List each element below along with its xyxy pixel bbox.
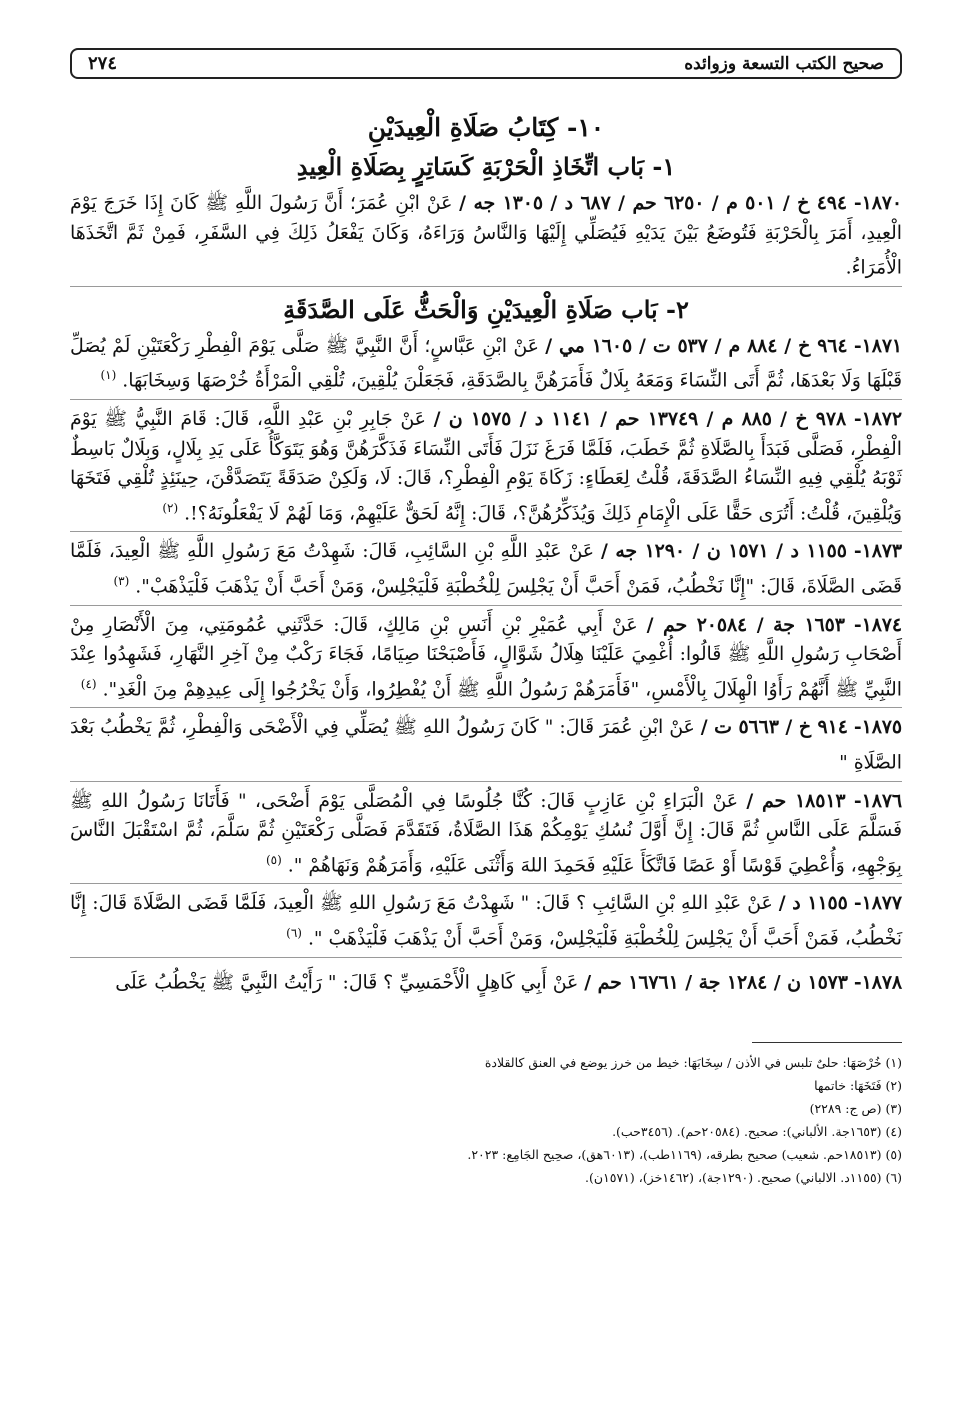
chapters — [70, 152, 902, 1000]
footnote-ref: (٦) — [286, 925, 302, 940]
hadith-sources: ٤٩٤ خ / ٥٠١ م / ٦٢٥٠ حم / ٦٨٧ د / ١٣٠٥ جه / — [459, 192, 847, 214]
hadith-entry — [70, 963, 902, 1001]
book-title: صحيح الكتب التسعة وزوائده — [684, 53, 884, 74]
footnote-ref: (٥) — [265, 852, 282, 867]
running-header — [70, 48, 902, 79]
hadith-text: عَنْ الْبَرَاءِ بْنِ عَازِبٍ قَالَ: كُنَّا جُلُوسًا فِي الْمُصَلَّى يَوْمَ أَضْحَى، " فَأَتَانَا رَسُولُ اللهِ ﷺ فَسَلَّمَ عَلَى النَّاسِ ثُمَّ قَالَ: إِنَّ أَوَّلَ نُسُكِ يَوْمِكُمْ هَذَا الصَّلَاةُ، فَتَقَدَّمَ فَصَلَّى رَكْعَتَيْنِ ثُمَّ سَلَّمَ، ثُمَّ اسْتَقْبَلَ النَّاسَ بِوَجْهِهِ، وَأُعْطِيَ قَوْسًا أَوْ عَصًا فَاتَّكَأَ عَلَيْهِ فَحَمِدَ اللهَ وَأَثْنَى عَلَيْهِ، وَأَمَرَهُمْ وَنَهَاهُمْ ". — [70, 790, 902, 876]
hadith-sources: ٩٦٤ خ / ٨٨٤ م / ٥٣٧ ت / ١٦٠٥ مي / — [545, 334, 848, 357]
hadith-number: ١٨٧٦- — [853, 789, 902, 812]
hadith-entry — [70, 537, 902, 605]
hadith-text: عَنْ ابْنِ عُمَرَ قَالَ: " كَانَ رَسُولُ اللهِ ﷺ يُصَلِّي فِي الْأَضْحَى وَالْفِطْرِ، ثُمَّ يَخْطُبُ بَعْدَ الصَّلَاةِ " — [70, 717, 902, 774]
footnotes — [70, 1051, 902, 1189]
kitab-title: ١٠- كِتَابُ صَلَاةِ الْعِيدَيْنِ — [367, 113, 605, 142]
hadith-sources: ١٥٧٣ ن / ١٢٨٤ جة / ١٦٧٦١ حم / — [584, 970, 848, 993]
footnote-separator — [752, 1042, 902, 1043]
hadith-text: عَنْ عَبْدِ اللَّهِ بْنِ السَّائِبِ، قَالَ: شَهِدْتُ مَعَ رَسُولِ اللَّهِ ﷺ الْعِيدَ، فَلَمَّا قَضَى الصَّلَاةَ، قَالَ: "إِنَّا نَخْطُبُ، فَمَنْ أَحَبَّ أَنْ يَجْلِسَ لِلْخُطْبَةِ فَلْيَجْلِسْ، وَمَنْ أَحَبَّ أَنْ يَذْهَبَ فَلْيَذْهَبْ". — [70, 541, 902, 598]
page — [70, 48, 902, 1189]
hadith-number: ١٨٧٤- — [853, 613, 902, 636]
hadith-number: ١٨٧٥- — [853, 716, 902, 739]
hadith-entry — [70, 332, 902, 400]
footnote: (٥) (١٨٥١٣حم. شعيب) صحيح بطرقه، (١١٦٩طب)، (٦٠١٣هق)، صحِيح الجَامِع: ٢٠٢٣. — [467, 1147, 902, 1163]
hadith-sources: ٩٧٨ خ / ٨٨٥ م / ١٣٧٤٩ حم / ١١٤١ د / ١٥٧٥ ن / — [433, 408, 847, 431]
hadith-sources: ٩١٤ خ / ٥٦٦٣ ت / — [700, 716, 848, 739]
hadith-text: عَنْ ابْنِ عُمَرَ؛ أَنَّ رَسُولَ اللَّهِ ﷺ كَانَ إِذَا خَرَجَ يَوْمَ الْعِيدِ، أَمَرَ بِالْحَرْبَةِ فَتُوضَعُ بَيْنَ يَدَيْهِ فَيُصَلِّي إِلَيْهَا وَالنَّاسُ وَرَاءَهُ، وَكَانَ يَفْعَلُ ذَلِكَ فِي السَّفَرِ، فَمِنْ ثَمَّ اتَّخَذَهَا الْأُمَرَاءُ. — [70, 193, 902, 279]
footnote: (١) خُرْصَهَا: حلىٌ تلبس في الأذن / سِخَابَهَا: خيط من خرز يوضع في العنق كالقلادة — [484, 1055, 902, 1071]
footnote: (٤) (١٦٥٣جة. الألباني): صحيح. (٢٠٥٨٤حم). (٣٤٥٦حب). — [612, 1124, 902, 1140]
footnote-ref: (٤) — [80, 676, 97, 691]
hadith-text: عَنْ ابْنِ عَبَّاسٍ؛ أَنَّ النَّبِيَّ ﷺ صَلَّى يَوْمَ الْفِطْرِ رَكْعَتَيْنِ لَمْ يُصَلِّ قَبْلَهَا وَلَا بَعْدَهَا، ثُمَّ أَتَى النِّسَاءَ وَمَعَهُ بِلَالٌ فَأَمَرَهُنَّ بِالصَّدَقَةِ، فَجَعَلْنَ يُلْقِينَ، تُلْقِي الْمَرْأَةُ خُرْصَهَا وَسِخَابَهَا. — [70, 335, 902, 392]
footnote-ref: (٣) — [113, 573, 130, 588]
hadith-sources: ١٦٥٣ جة / ٢٠٥٨٤ حم / — [646, 613, 845, 636]
footnote-ref: (١) — [100, 368, 117, 383]
chapter-title: ١- بَاب اتِّخَاذِ الْحَرْبَةِ كَسَاتِرٍ بِصَلَاةِ الْعِيدِ — [296, 152, 676, 181]
hadith-sources: ١١٥٥ د / ١٥٧١ ن / ١٢٩٠ جه / — [600, 540, 847, 563]
page-number: ٢٧٤ — [88, 53, 118, 74]
hadith-entry — [70, 889, 902, 957]
hadith-text: عَنْ عَبْدِ اللهِ بْنِ السَّائِبِ ؟ قَالَ: " شَهِدْتُ مَعَ رَسُولِ اللهِ ﷺ الْعِيدَ، فَلَمَّا قَضَى الصَّلَاةَ قَالَ: إِنَّا نَخْطُبُ، فَمَنْ أَحَبَّ أَنْ يَجْلِسَ لِلْخُطْبَةِ فَلْيَجْلِسْ، وَمَنْ أَحَبَّ أَنْ يَذْهَبَ فَلْيَذْهَبْ ". — [70, 893, 902, 950]
hadith-text: عَنْ أَبِي كَاهِلٍ الْأَحْمَسِيِّ ؟ قَالَ: " رَأَيْتُ النَّبِيَّ ﷺ يَخْطُبُ عَلَى — [115, 971, 579, 993]
footnote-ref: (٢) — [162, 500, 179, 515]
hadith-sources: ١٨٥١٣ حم / — [746, 789, 846, 812]
hadith-sources: ١١٥٥ د / — [778, 892, 848, 915]
hadith-text: عَنْ جَابِرِ بْنِ عَبْدِ اللَّهِ، قَالَ: قَامَ النَّبِيُّ ﷺ يَوْمَ الْفِطْرِ، فَصَلَّى فَبَدَأَ بِالصَّلَاةِ ثُمَّ خَطَبَ، فَلَمَّا فَرَغَ نَزَلَ فَأَتَى النِّسَاءَ فَذَكَّرَهُنَّ وَهُوَ يَتَوَكَّأُ عَلَى يَدِ بِلَالٍ، وَبِلَالٌ بَاسِطٌ ثَوْبَهُ يُلْقِي فِيهِ النِّسَاءُ الصَّدَقَةَ، قُلْتُ لِعَطَاءٍ: زَكَاةَ يَوْمِ الْفِطْرِ؟، قَالَ: لَا، وَلَكِنْ صَدَقَةً يَتَصَدَّقْنَ، حِينَئِذٍ تُلْقِي فَتَخَهَا وَيُلْقِينَ، قُلْتُ: أَتُرَى حَقًّا عَلَى الْإِمَامِ ذَلِكَ وَيُذَكِّرُهُنَّ؟، قَالَ: إِنَّهُ لَحَقٌّ عَلَيْهِمْ، وَمَا لَهُمْ لَا يَفْعَلُونَهُ؟!. — [70, 409, 902, 524]
chapter-title: ٢- بَاب صَلَاةِ الْعِيدَيْنِ وَالْحَثُّ عَلَى الصَّدَقَةِ — [283, 294, 689, 324]
hadith-entry — [70, 787, 902, 885]
hadith-entry — [70, 189, 902, 287]
hadith-number: ١٨٧٣- — [853, 540, 902, 563]
hadith-text: عَنْ أَبِي عُمَيْرِ بْنِ أَنَسِ بْنِ مَالِكٍ، قَالَ: حَدَّثَنِي عُمُومَتِي، مِنَ الْأَنْصَارِ مِنْ أَصْحَابِ رَسُولِ اللَّهِ ﷺ قَالُوا: أُغْمِيَ عَلَيْنَا هِلَالُ شَوَّالٍ، فَأَصْبَحْنَا صِيَامًا، فَجَاءَ رَكْبٌ مِنْ آخِرِ النَّهَارِ، فَشَهِدُوا عِنْدَ النَّبِيِّ ﷺ أَنَّهُمْ رَأَوُا الْهِلَالَ بِالْأَمْسِ، "فَأَمَرَهُمْ رَسُولُ اللَّهِ ﷺ أَنْ يُفْطِرُوا، وَأَنْ يَخْرُجُوا إِلَى عِيدِهِمْ مِنَ الْغَدِ". — [70, 614, 902, 700]
hadith-number: ١٨٧٠- — [853, 192, 902, 214]
footnote: (٢) فَتَخَهَا: خاتمها — [814, 1078, 902, 1094]
hadith-number: ١٨٧٨- — [853, 970, 902, 993]
hadith-number: ١٨٧٢- — [853, 408, 902, 431]
hadith-entry — [70, 405, 902, 532]
hadith-entry — [70, 713, 902, 781]
hadith-number: ١٨٧٧- — [853, 892, 902, 915]
footnote: (٣) (ص ج: ٢٢٨٩) — [809, 1101, 902, 1117]
footnote: (٦) (١١٥٥د. الالباني) صحيح. (١٢٩٠جة)، (١٤٦٢خز)، (١٥٧١ن). — [584, 1170, 902, 1186]
hadith-entry — [70, 611, 902, 709]
hadith-number: ١٨٧١- — [853, 334, 902, 357]
